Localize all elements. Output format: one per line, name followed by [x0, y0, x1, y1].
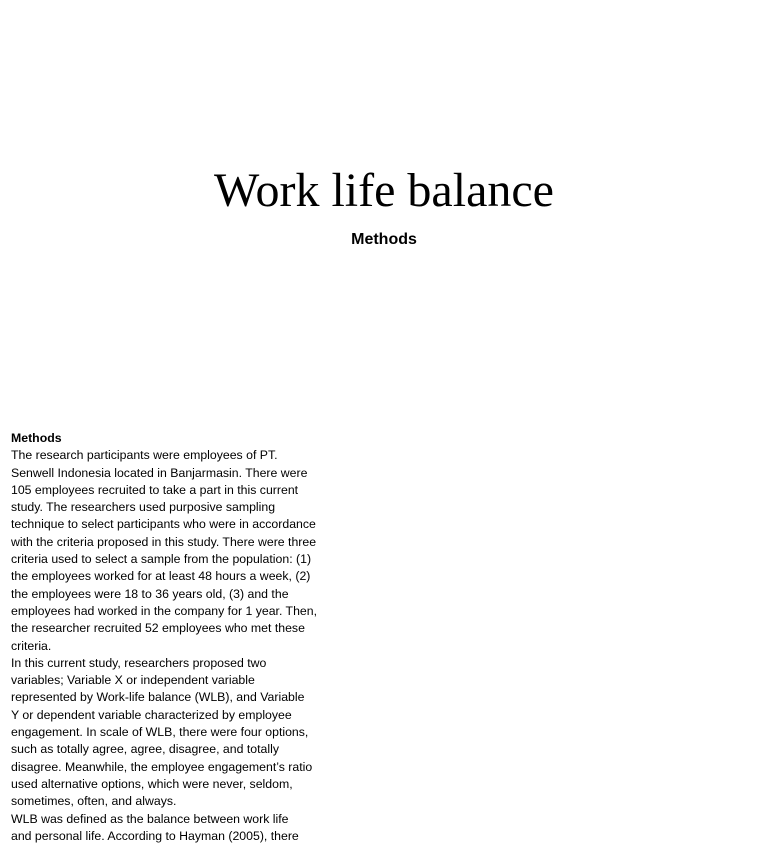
text-line: and personal life. According to Hayman (2005), there [11, 828, 299, 843]
slide-subtitle: Methods [351, 231, 417, 248]
text-line: the employees worked for at least 48 hours a week, (2) [11, 569, 311, 584]
paragraph-participants [11, 447, 356, 655]
text-line: Senwell Indonesia located in Banjarmasin. There were [11, 465, 308, 480]
text-line: WLB was defined as the balance between work life [11, 811, 289, 826]
text-line: with the criteria proposed in this study. There were three [11, 534, 317, 549]
text-line: In this current study, researchers proposed two [11, 655, 267, 670]
text-line: the researcher recruited 52 employees who met these [11, 621, 305, 636]
text-line: technique to select participants who were in accordance [11, 517, 316, 532]
text-line: Y or dependent variable characterized by employee [11, 707, 292, 722]
paragraph-variables [11, 655, 356, 811]
text-line: engagement. In scale of WLB, there were four options, [11, 725, 309, 740]
text-line: the employees were 18 to 36 years old, (3) and the [11, 586, 289, 601]
text-line: study. The researchers used purposive sampling [11, 500, 276, 515]
text-line: criteria. [11, 638, 52, 653]
section-heading: Methods [11, 431, 62, 445]
text-line: The research participants were employees of PT. [11, 448, 278, 463]
slide-title: Work life balance [214, 164, 554, 217]
paragraph-wlb-definition [11, 811, 356, 846]
text-line: 105 employees recruited to take a part in this current [11, 482, 299, 497]
text-line: employees had worked in the company for 1 year. Then, [11, 603, 318, 618]
text-line: disagree. Meanwhile, the employee engagement’s ratio [11, 759, 313, 774]
text-line: sometimes, often, and always. [11, 794, 177, 809]
text-line: such as totally agree, agree, disagree, and totally [11, 742, 279, 757]
text-line: represented by Work-life balance (WLB), and Variable [11, 690, 305, 705]
text-line: variables; Variable X or independent variable [11, 673, 255, 688]
text-line: criteria used to select a sample from the population: (1) [11, 552, 312, 567]
text-line: used alternative options, which were never, seldom, [11, 776, 293, 791]
body-text-block [11, 430, 356, 845]
